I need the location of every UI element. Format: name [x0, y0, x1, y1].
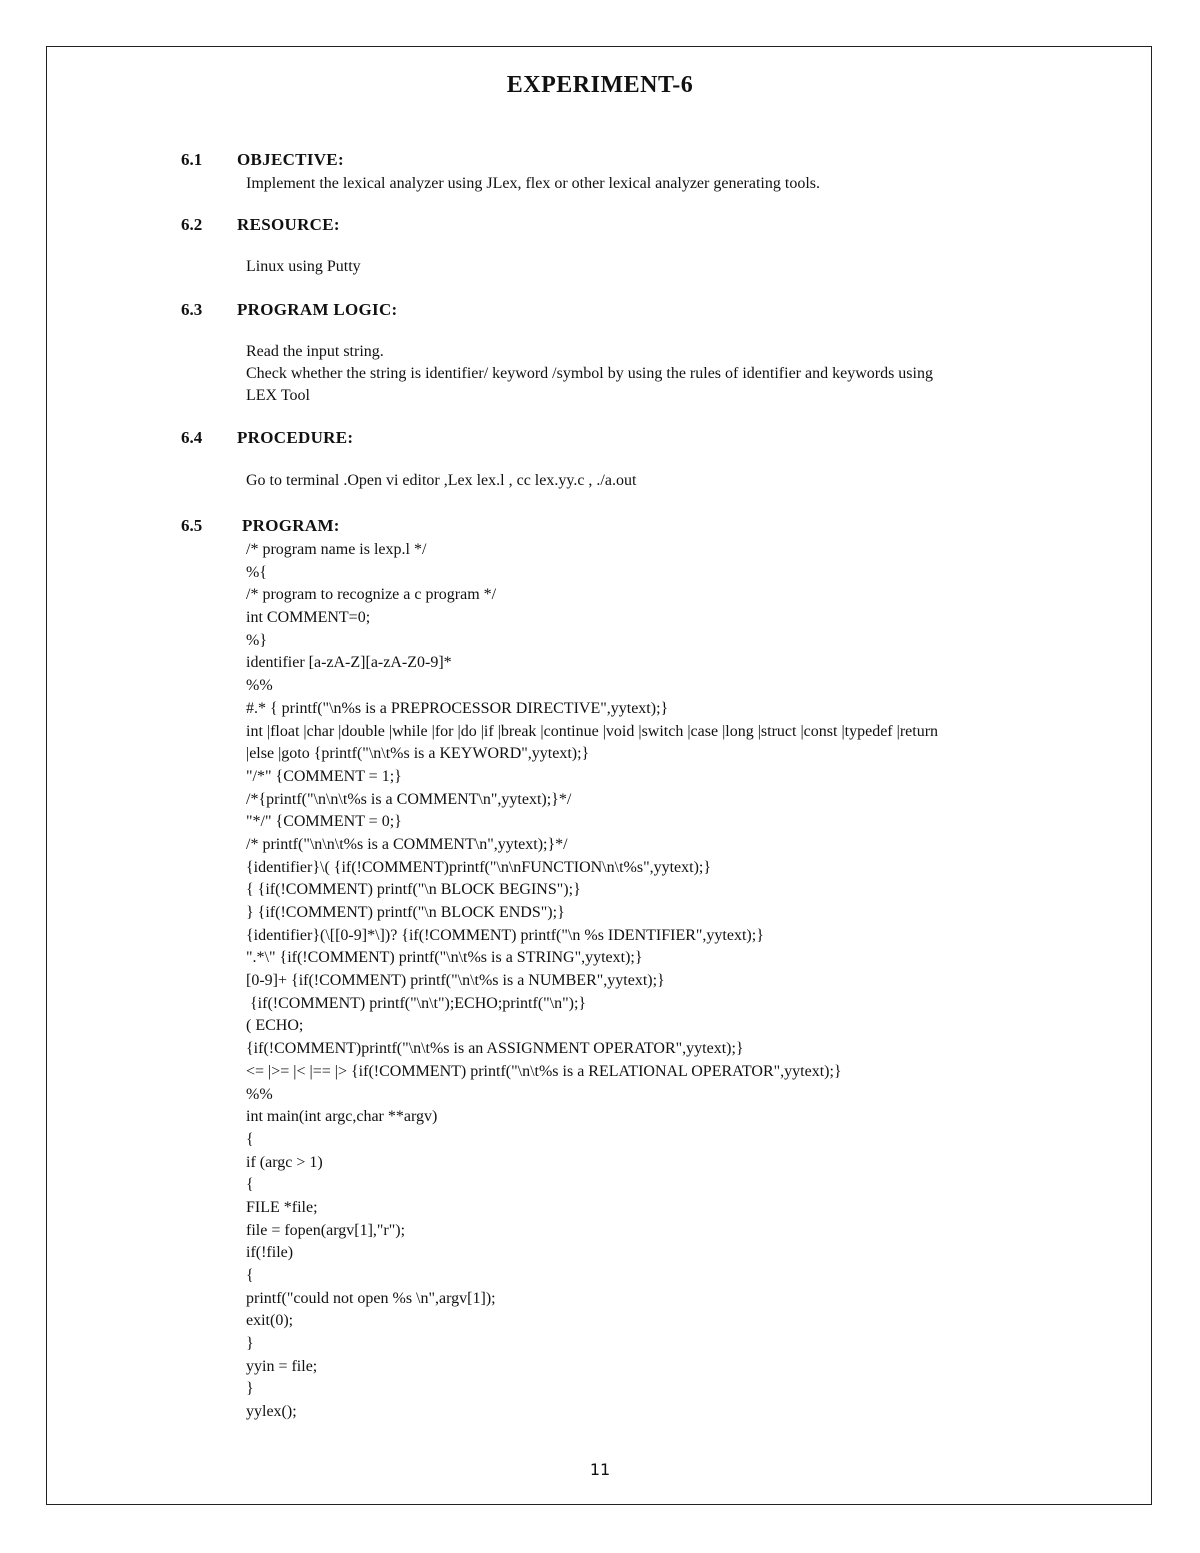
section-number-program-logic: 6.3	[181, 300, 203, 319]
code-line: if(!file)	[246, 1244, 294, 1262]
code-line: { {if(!COMMENT) printf("\n BLOCK BEGINS");}	[246, 881, 581, 899]
code-line: file = fopen(argv[1],"r");	[246, 1221, 406, 1239]
section-heading-program: PROGRAM:	[242, 516, 340, 535]
section-number-objective: 6.1	[181, 150, 203, 169]
code-line: /* printf("\n\n\t%s is a COMMENT\n",yytext);}*/	[246, 835, 568, 853]
section-heading-program-logic: PROGRAM LOGIC:	[237, 300, 398, 319]
code-line: } {if(!COMMENT) printf("\n BLOCK ENDS");}	[246, 904, 565, 921]
code-line: {	[246, 1267, 254, 1284]
code-line: }	[246, 1380, 254, 1398]
section-number-procedure: 6.4	[181, 428, 203, 447]
code-line: %}	[246, 631, 268, 649]
objective-text: Implement the lexical analyzer using JLex, flex or other lexical analyzer generating tools.	[246, 175, 820, 192]
section-heading-objective: OBJECTIVE:	[237, 150, 344, 169]
code-line: {	[246, 1176, 254, 1194]
code-line: /* program name is lexp.l */	[246, 541, 427, 558]
section-number-resource: 6.2	[181, 215, 203, 234]
code-line: ( ECHO;	[246, 1017, 304, 1035]
page-number: 11	[589, 1460, 611, 1479]
procedure-text: Go to terminal .Open vi editor ,Lex lex.l , cc lex.yy.c , ./a.out	[246, 472, 637, 489]
code-line: %%	[246, 1085, 273, 1103]
code-line: yyin = file;	[246, 1357, 318, 1375]
code-line: <= |>= |< |== |> {if(!COMMENT) printf("\n\t%s is a RELATIONAL OPERATOR",yytext);}	[246, 1062, 842, 1080]
section-number-program: 6.5	[181, 516, 203, 535]
resource-text: Linux using Putty	[246, 258, 361, 275]
program-logic-line: Check whether the string is identifier/ keyword /symbol by using the rules of identifier and keywords using	[246, 365, 933, 382]
code-line: /* program to recognize a c program */	[246, 586, 497, 604]
program-logic-line: LEX Tool	[246, 387, 310, 404]
code-line: {	[246, 1130, 254, 1148]
code-line: {identifier}(\[[0-9]*\])? {if(!COMMENT) printf("\n %s IDENTIFIER",yytext);}	[246, 926, 764, 944]
code-line: %%	[246, 677, 273, 695]
code-line: int main(int argc,char **argv)	[246, 1108, 438, 1126]
code-line: ".*\" {if(!COMMENT) printf("\n\t%s is a STRING",yytext);}	[246, 949, 643, 967]
code-line: {if(!COMMENT) printf("\n\t");ECHO;printf("\n");}	[246, 994, 587, 1012]
code-line: int COMMENT=0;	[246, 609, 371, 627]
code-line: {if(!COMMENT)printf("\n\t%s is an ASSIGNMENT OPERATOR",yytext);}	[246, 1040, 744, 1058]
code-line: if (argc > 1)	[246, 1153, 323, 1171]
code-line: {identifier}\( {if(!COMMENT)printf("\n\nFUNCTION\n\t%s",yytext);}	[246, 858, 712, 876]
code-line: }	[246, 1335, 254, 1353]
section-heading-procedure: PROCEDURE:	[237, 428, 354, 447]
code-line: identifier [a-zA-Z][a-zA-Z0-9]*	[246, 654, 452, 672]
document-title: EXPERIMENT-6	[506, 72, 694, 98]
code-line: [0-9]+ {if(!COMMENT) printf("\n\t%s is a NUMBER",yytext);}	[246, 972, 665, 990]
section-heading-resource: RESOURCE:	[237, 215, 340, 234]
code-line: yylex();	[246, 1403, 297, 1421]
code-line: #.* { printf("\n%s is a PREPROCESSOR DIRECTIVE",yytext);}	[246, 699, 669, 717]
code-line: exit(0);	[246, 1312, 294, 1330]
code-line: int |float |char |double |while |for |do |if |break |continue |void |switch |case |long |struct |const |typedef |return	[246, 722, 939, 740]
code-line: "/*" {COMMENT = 1;}	[246, 767, 402, 785]
code-line: /*{printf("\n\n\t%s is a COMMENT\n",yytext);}*/	[246, 790, 572, 808]
program-listing	[246, 539, 938, 1424]
code-line: "*/" {COMMENT = 0;}	[246, 813, 402, 831]
code-line: %{	[246, 563, 268, 581]
code-line: FILE *file;	[246, 1198, 318, 1216]
code-line: |else |goto {printf("\n\t%s is a KEYWORD",yytext);}	[246, 745, 590, 763]
code-line: printf("could not open %s \n",argv[1]);	[246, 1289, 496, 1307]
program-logic-line: Read the input string.	[246, 343, 384, 360]
